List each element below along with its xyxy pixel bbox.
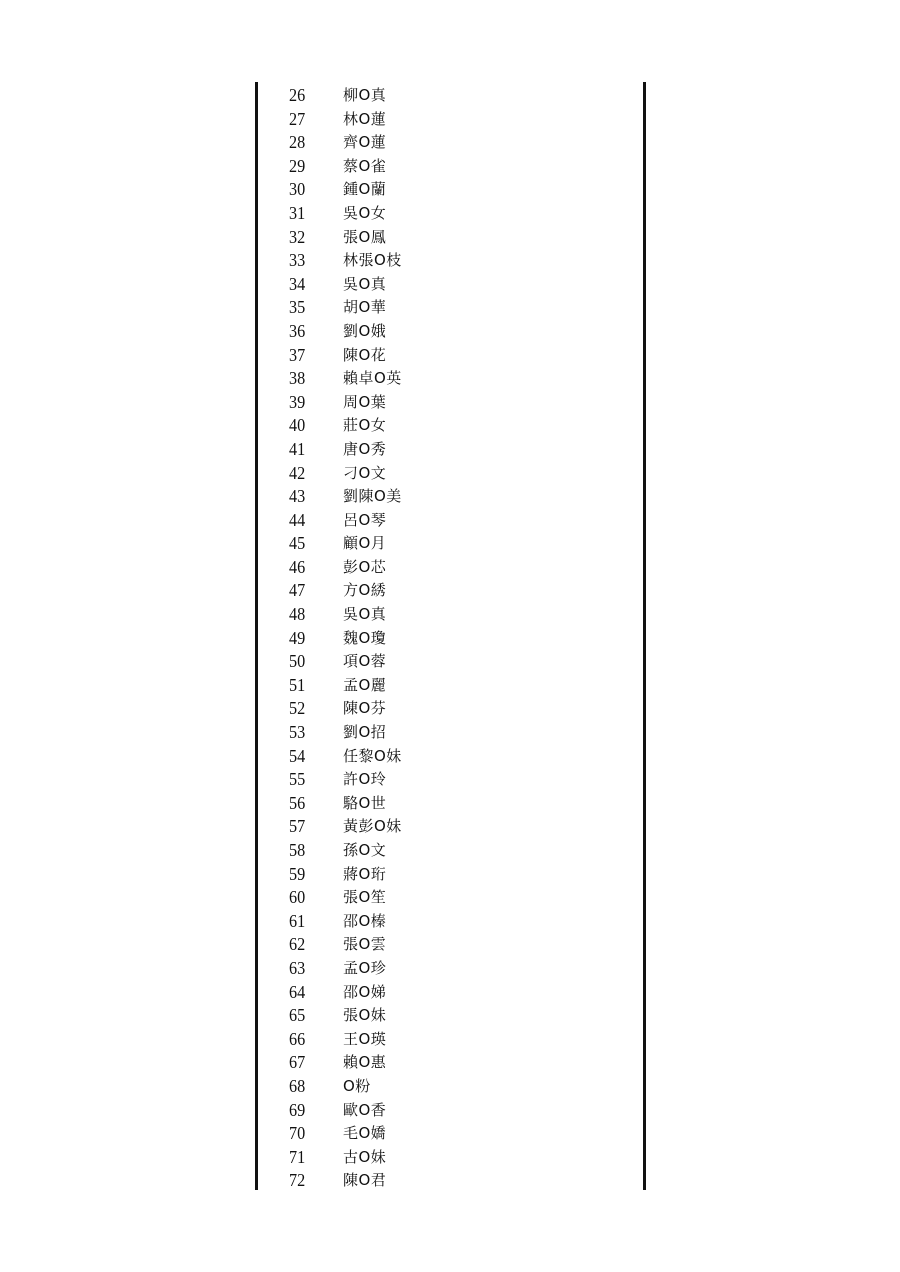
row-name: 唐O秀: [343, 439, 387, 458]
row-number: 36: [289, 320, 306, 341]
row-name: 張O雲: [343, 935, 387, 954]
row-name: 張O笙: [343, 888, 387, 907]
row-number: 34: [289, 273, 306, 294]
table-body: [258, 84, 643, 1193]
row-number: 61: [289, 910, 306, 931]
row-number: 40: [289, 415, 306, 436]
row-name: 陳O花: [343, 345, 387, 364]
row-number: 60: [289, 887, 306, 908]
row-number: 27: [289, 108, 306, 129]
table-row: [258, 532, 643, 556]
row-number: 45: [289, 533, 306, 554]
table-row: [258, 202, 643, 226]
row-number: 58: [289, 840, 306, 860]
row-number: 54: [289, 745, 306, 766]
row-name: 胡O華: [343, 298, 387, 317]
table-row: [258, 697, 643, 721]
table-row: [258, 367, 643, 391]
row-name: 林O蓮: [343, 109, 387, 128]
row-number: 63: [289, 957, 306, 978]
table-row: [258, 745, 643, 769]
table-row: [258, 768, 643, 792]
name-list-table: [255, 82, 646, 1190]
table-row: [258, 1099, 643, 1123]
row-name: 方O綉: [343, 581, 387, 600]
row-name: 吳O女: [343, 203, 387, 222]
row-number: 62: [289, 934, 306, 955]
table-row: [258, 792, 643, 816]
row-name: 賴卓O英: [343, 369, 402, 388]
row-number: 55: [289, 769, 306, 790]
row-number: 69: [289, 1099, 306, 1120]
row-number: 64: [289, 981, 306, 1002]
row-number: 49: [289, 627, 306, 648]
row-name: 毛O嬌: [343, 1124, 387, 1143]
row-name: 孟O珍: [343, 958, 387, 977]
row-number: 38: [289, 368, 306, 389]
row-name: 蔡O雀: [343, 156, 387, 175]
row-name: 劉陳O美: [343, 487, 402, 506]
row-number: 71: [289, 1146, 306, 1167]
row-name: 孫O文: [343, 841, 387, 859]
row-name: 顧O月: [343, 534, 387, 553]
table-row: [258, 249, 643, 273]
row-name: 項O蓉: [343, 652, 387, 671]
row-name: 歐O香: [343, 1100, 387, 1119]
table-row: [258, 579, 643, 603]
row-name: 鍾O蘭: [343, 180, 387, 199]
table-row: [258, 438, 643, 462]
table-row: [258, 108, 643, 132]
row-number: 29: [289, 155, 306, 176]
table-row: [258, 344, 643, 368]
table-row: [258, 391, 643, 415]
row-number: 46: [289, 556, 306, 577]
table-row: [258, 1146, 643, 1170]
table-row: [258, 674, 643, 698]
row-name: 刁O文: [343, 463, 387, 482]
table-row: [258, 296, 643, 320]
row-name: 彭O芯: [343, 557, 387, 576]
table-row: [258, 84, 643, 108]
table-row: [258, 863, 643, 887]
row-name: 劉O招: [343, 723, 387, 742]
row-number: 52: [289, 698, 306, 719]
table-row: [258, 1028, 643, 1052]
row-number: 37: [289, 344, 306, 365]
row-name: 黃彭O妹: [343, 817, 402, 836]
row-name: 駱O世: [343, 793, 387, 812]
table-row: [258, 650, 643, 674]
row-number: 30: [289, 179, 306, 200]
table-row: [258, 178, 643, 202]
row-name: 陳O君: [343, 1171, 387, 1190]
table-row: [258, 155, 643, 179]
row-name: 張O妹: [343, 1006, 387, 1025]
row-number: 70: [289, 1123, 306, 1144]
table-row: [258, 509, 643, 533]
row-name: 邵O榛: [343, 911, 387, 930]
row-number: 68: [289, 1075, 306, 1096]
row-name: 吳O真: [343, 605, 387, 624]
row-number: 31: [289, 202, 306, 223]
row-number: 53: [289, 722, 306, 743]
row-name: 齊O蓮: [343, 133, 387, 152]
table-row: [258, 933, 643, 957]
table-row: [258, 886, 643, 910]
row-name: 柳O真: [343, 86, 387, 104]
row-name: 林張O枝: [343, 251, 402, 270]
row-number: 51: [289, 674, 306, 695]
row-name: 王O瑛: [343, 1029, 387, 1048]
row-name: 張O鳳: [343, 227, 387, 246]
table-row: [258, 603, 643, 627]
row-number: 56: [289, 792, 306, 813]
row-number: 57: [289, 816, 306, 837]
row-number: 33: [289, 250, 306, 271]
row-name: 魏O瓊: [343, 628, 387, 647]
row-name: 任黎O妹: [343, 746, 402, 765]
table-row: [258, 721, 643, 745]
row-number: 41: [289, 438, 306, 459]
row-number: 67: [289, 1052, 306, 1073]
row-name: 陳O芬: [343, 699, 387, 718]
row-name: 賴O惠: [343, 1053, 387, 1072]
row-number: 39: [289, 391, 306, 412]
table-row: [258, 839, 643, 863]
table-row: [258, 981, 643, 1005]
table-row: [258, 414, 643, 438]
row-number: 59: [289, 863, 306, 884]
row-name: 周O葉: [343, 392, 387, 411]
table-row: [258, 226, 643, 250]
row-name: 邵O娣: [343, 982, 387, 1001]
row-number: 72: [289, 1170, 306, 1191]
row-number: 28: [289, 132, 306, 153]
table-row: [258, 627, 643, 651]
table-row: [258, 1169, 643, 1193]
table-row: [258, 1051, 643, 1075]
table-row: [258, 957, 643, 981]
row-name: 劉O娥: [343, 321, 387, 340]
row-name: 莊O女: [343, 416, 387, 435]
table-row: [258, 556, 643, 580]
table-row: [258, 273, 643, 297]
row-number: 42: [289, 462, 306, 483]
row-number: 48: [289, 604, 306, 625]
table-row: [258, 815, 643, 839]
row-number: 43: [289, 486, 306, 507]
row-name: 孟O麗: [343, 675, 387, 694]
row-number: 35: [289, 297, 306, 318]
table-row: [258, 462, 643, 486]
row-name: 古O妹: [343, 1147, 387, 1166]
row-number: 32: [289, 226, 306, 247]
row-number: 47: [289, 580, 306, 601]
table-row: [258, 1122, 643, 1146]
row-name: O粉: [343, 1076, 371, 1095]
row-number: 65: [289, 1005, 306, 1026]
table-row: [258, 1075, 643, 1099]
row-number: 26: [289, 85, 306, 105]
row-name: 許O玲: [343, 770, 387, 789]
row-name: 呂O琴: [343, 510, 387, 529]
table-row: [258, 320, 643, 344]
row-number: 44: [289, 509, 306, 530]
row-name: 吳O真: [343, 274, 387, 293]
row-number: 66: [289, 1028, 306, 1049]
row-number: 50: [289, 651, 306, 672]
table-row: [258, 485, 643, 509]
row-name: 蔣O珩: [343, 864, 387, 883]
table-row: [258, 910, 643, 934]
table-row: [258, 131, 643, 155]
table-row: [258, 1004, 643, 1028]
